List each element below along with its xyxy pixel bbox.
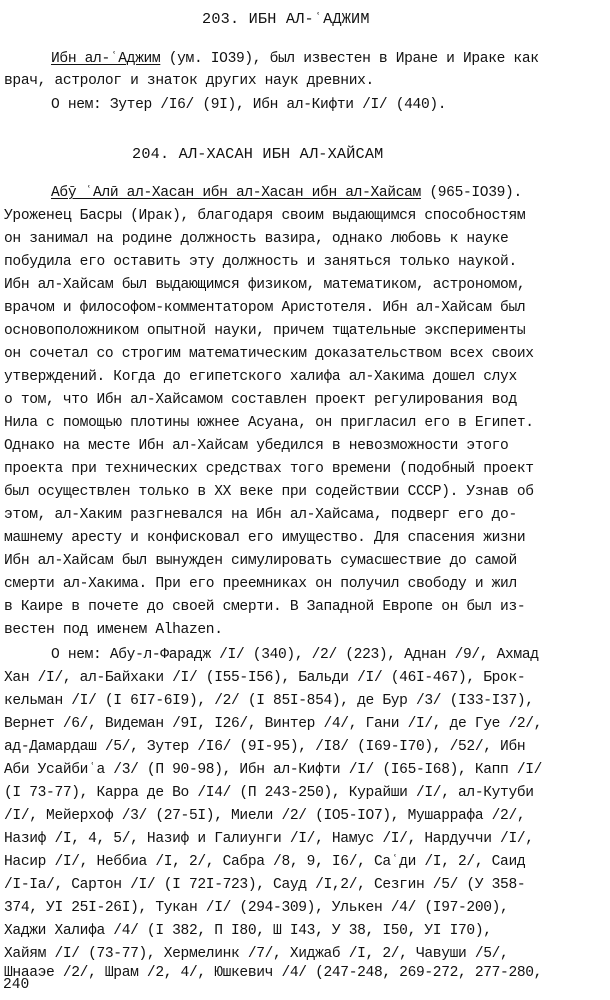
refs-line: Насир /I/, Неббиа /I, 2/, Сабра /8, 9, I6/, Саʿди /I, 2/, Саид [4,854,526,870]
refs-line: Назиф /I, 4, 5/, Назиф и Галиунги /I/, Намус /I/, Нардуччи /I/, [4,831,534,847]
refs-line: Хайям /I/ (73-77), Хермелинк /7/, Хиджаб /I, 2/, Чавуши /5/, [4,946,509,962]
refs-line: Вернет /6/, Видеман /9I, I26/, Винтер /4/, Гани /I/, де Гуе /2/, [4,716,543,732]
bio-line: проекта при технических средствах того времени (подобный проект [4,461,534,477]
bio-line: Ибн ал-Хайсам был вынужден симулировать сумасшествие до самой [4,553,517,569]
bio-line: этом, ал-Хаким разгневался на Ибн ал-Хайсама, подверг его до- [4,507,517,523]
refs-line: Шнааэе /2/, Шрам /2, 4/, Юшкевич /4/ (247-248, 269-272, 277-280, [4,965,543,981]
refs-line: /I/, Мейерхоф /3/ (27-5I), Миели /2/ (IO5-IO7), Мушаррафа /2/, [4,808,526,824]
refs-line: Аби Усайбиʿа /3/ (П 90-98), Ибн ал-Кифти /I/ (I65-I68), Капп /I/ [4,762,543,778]
bio-line-1 [51,182,522,204]
bio-line: Однако на месте Ибн ал-Хайсам убедился в невозможности этого [4,438,509,454]
bio-line: Нила с помощью плотины южнее Асуана, он пригласил его в Египет. [4,415,534,431]
bio-line: Уроженец Басры (Ирак), благодаря своим выдающимся способностям [4,208,526,224]
bio-line: вестен под именем Alhazen. [4,622,223,638]
bio-line: машнему аресту и конфисковал его имущество. Для спасения жизни [4,530,526,546]
refs-line: /I-Ia/, Сартон /I/ (I 72I-723), Сауд /I,2/, Сезгин /5/ (У 358- [4,877,526,893]
section-203-refs: О нем: Зутер /I6/ (9I), Ибн ал-Кифти /I/ (440). [51,97,447,113]
bio-line: врачом и философом-комментатором Аристотеля. Ибн ал-Хайсам был [4,300,526,316]
section-203-line-2: врач, астролог и знаток других наук древних. [4,73,374,89]
bio-line: он сочетал со строгим математическим доказательством всех своих [4,346,534,362]
refs-line: (I 73-77), Карра де Во /I4/ (П 243-250), Курайши /I/, ал-Кутуби [4,785,534,801]
section-204-heading: 204. АЛ-ХАСАН ИБН АЛ-ХАЙСАМ [132,145,384,163]
bio-line: Ибн ал-Хайсам был выдающимся физиком, математиком, астрономом, [4,277,526,293]
section-203-heading: 203. ИБН АЛ-ʿАДЖИМ [202,10,370,28]
section-203-line-1 [51,48,539,70]
bio-line: он занимал на родине должность вазира, однако любовь к науке [4,231,509,247]
refs-line: кельман /I/ (I 6I7-6I9), /2/ (I 85I-854), де Бур /3/ (I33-I37), [4,693,534,709]
refs-line: Хан /I/, ал-Байхаки /I/ (I55-I56), Бальди /I/ (46I-467), Брок- [4,670,526,686]
bio-line: побудила его оставить эту должность и заняться только наукой. [4,254,517,270]
bio-line: смерти ал-Хакима. При его преемниках он получил свободу и жил [4,576,517,592]
bio-line: в Каире в почете до своей смерти. В Западной Европе он был из- [4,599,526,615]
text-span: (965-IO39). [420,185,522,201]
person-name-ibn-al-adjim: Ибн ал-ʿАджим [51,51,161,67]
refs-line-1: О нем: Абу-л-Фарадж /I/ (340), /2/ (223), Аднан /9/, Ахмад [51,647,539,663]
refs-line: Хаджи Халифа /4/ (I 382, П I80, Ш I43, У 38, I50, УI I70), [4,923,492,939]
bio-line: о том, что Ибн ал-Хайсамом составлен проект регулирования вод [4,392,517,408]
person-name-ibn-al-haytham: Абӯ ʿАлӣ ал-Хасан ибн ал-Хасан ибн ал-Хайсам [51,185,421,201]
text-span: (ум. IO39), был известен в Иране и Ираке как [160,51,539,67]
page-number: 240 [3,977,30,993]
refs-line: 374, УI 25I-26I), Тукан /I/ (294-309), Улькен /4/ (I97-200), [4,900,509,916]
bio-line: утверждений. Когда до египетского халифа ал-Хакима дошел слух [4,369,517,385]
bio-line: был осуществлен только в XX веке при содействии СССР). Узнав об [4,484,534,500]
refs-line: ад-Дамардаш /5/, Зутер /I6/ (9I-95), /I8/ (I69-I70), /52/, Ибн [4,739,526,755]
bio-line: основоположником опытной науки, причем тщательные эксперименты [4,323,526,339]
